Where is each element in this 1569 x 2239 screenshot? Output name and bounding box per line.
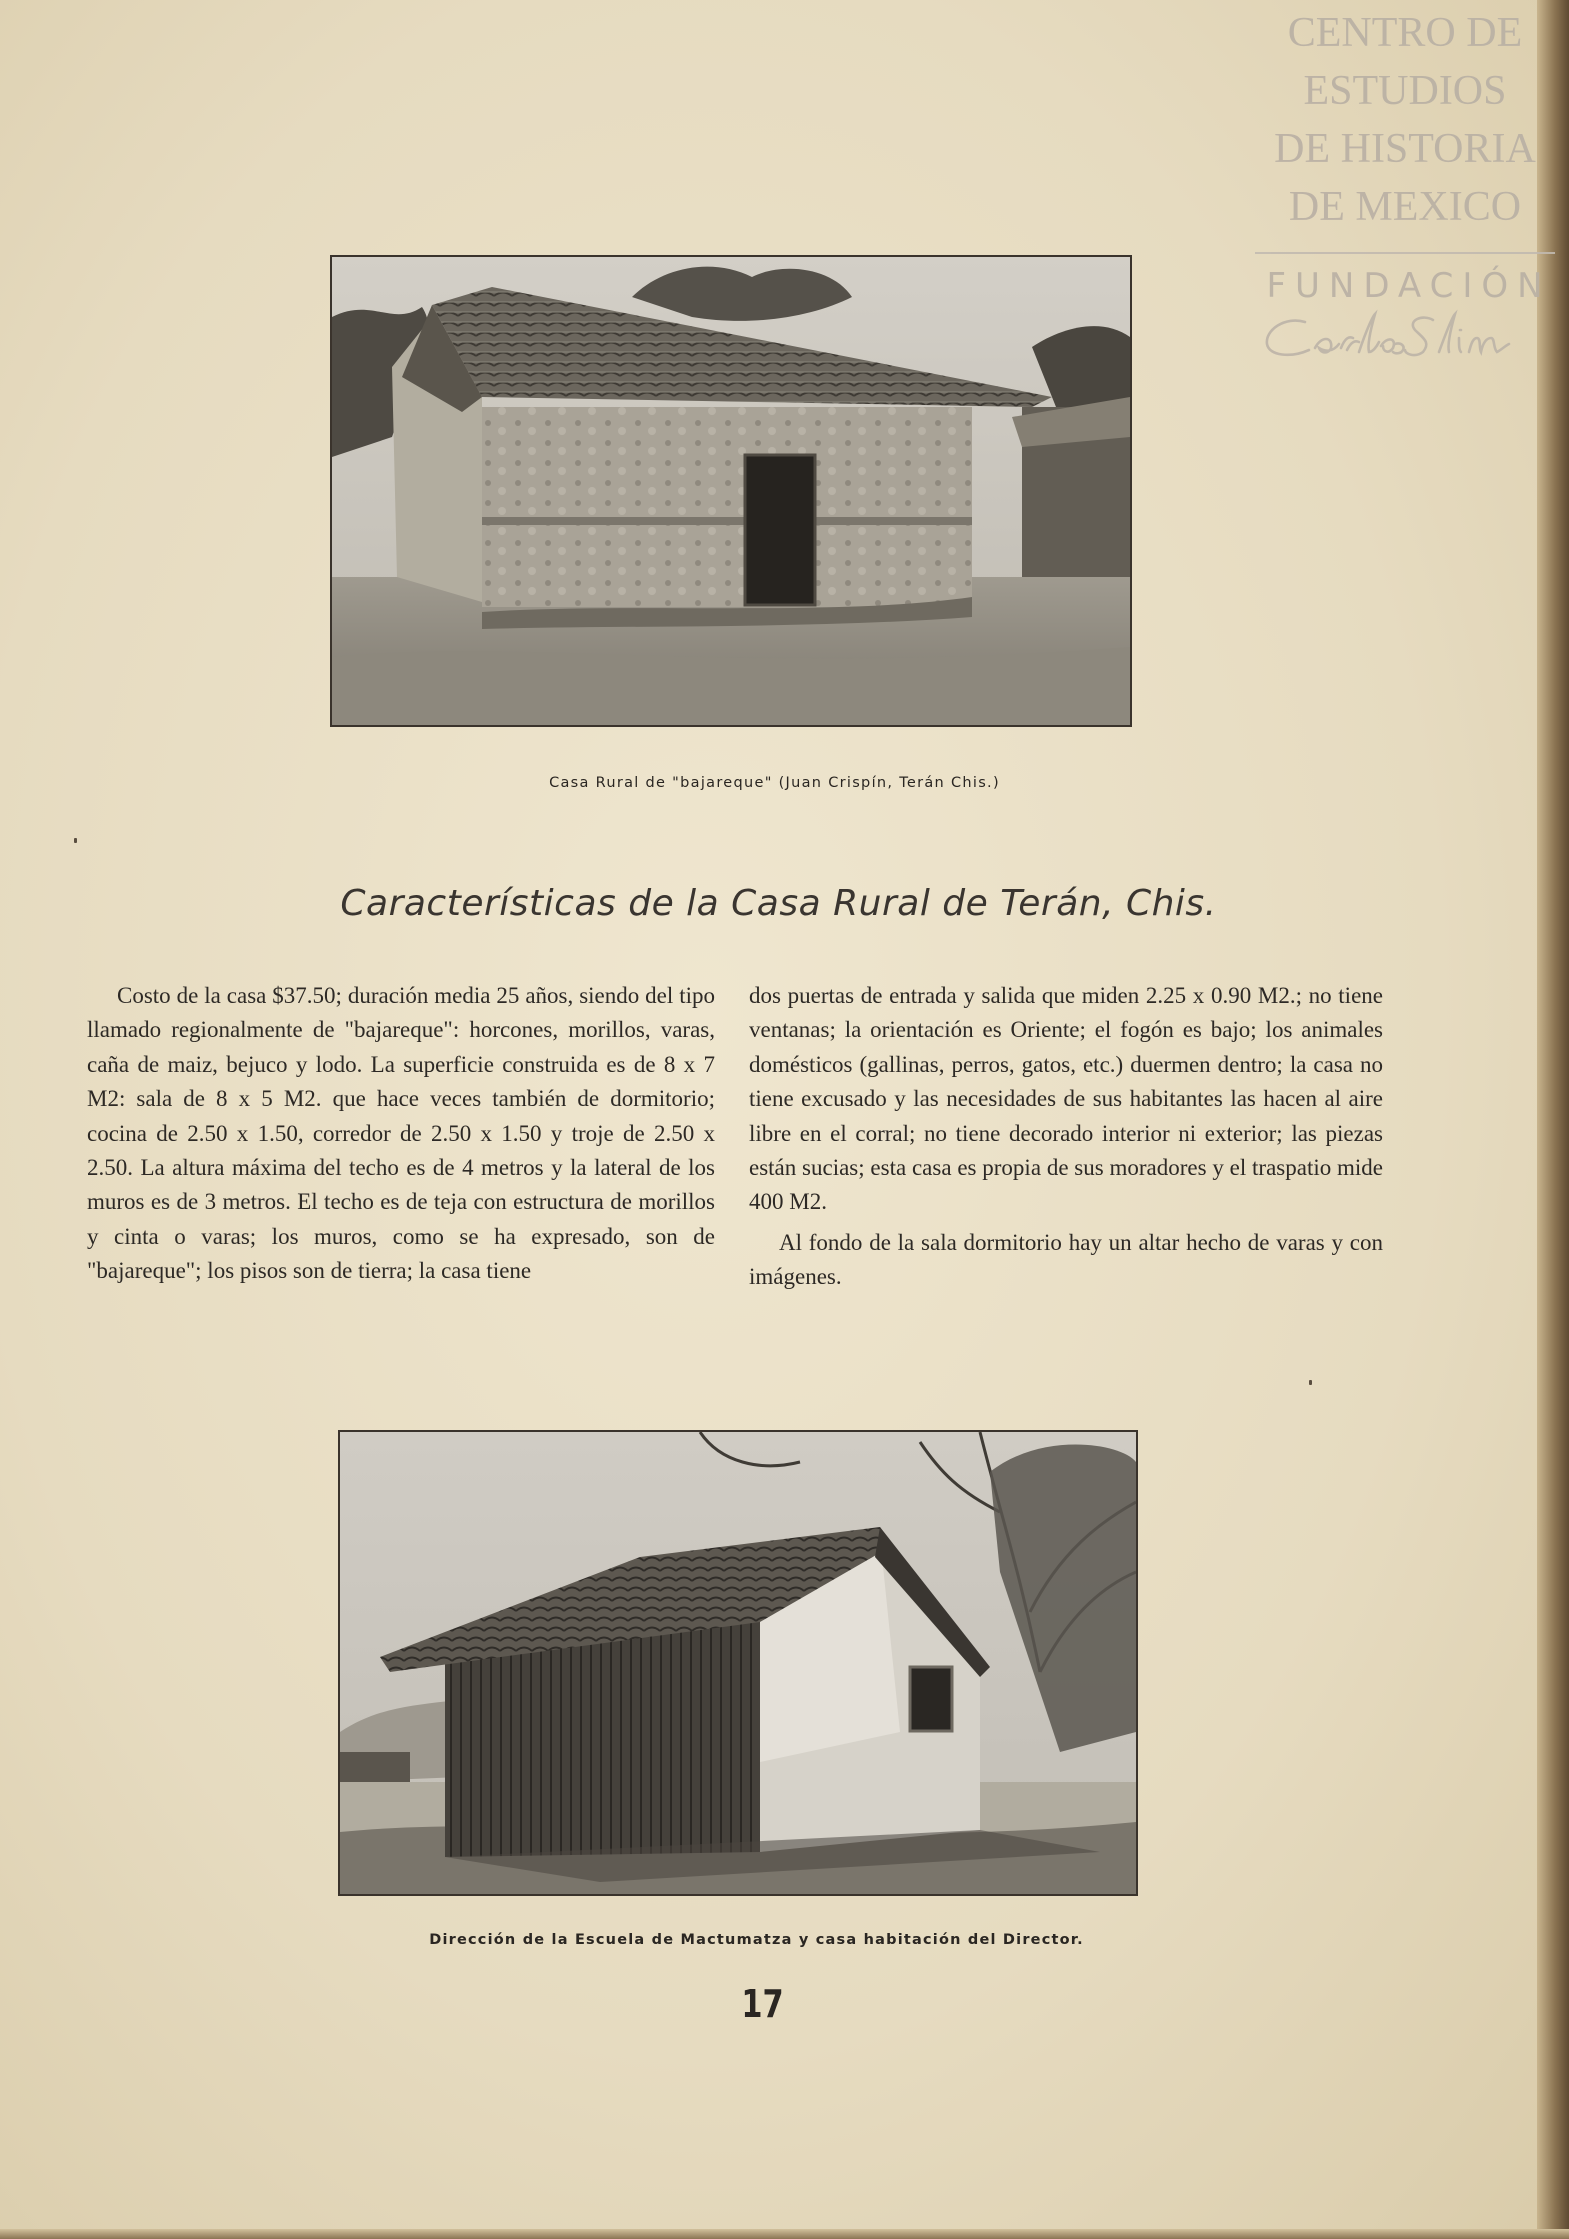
text-column-left [87,979,715,1289]
figure-caption: Dirección de la Escuela de Mactumatza y casa habitación del Director. [429,1932,1084,1948]
watermark-foundation: FUNDACIÓN [1266,266,1552,306]
page-number: 17 [741,1982,784,2026]
watermark-signature-icon [1255,308,1555,373]
watermark-line: DE HISTORIA [1274,126,1536,172]
paper-speck [1309,1380,1312,1385]
watermark-line: ESTUDIOS [1303,68,1507,114]
figure-caption: Casa Rural de "bajareque" (Juan Crispín, Terán Chis.) [549,775,1000,791]
paragraph: Al fondo de la sala dormitorio hay un altar hecho de varas y con imágenes. [749,1229,1383,1290]
paper-speck [74,838,77,843]
section-heading: Características de la Casa Rural de Terán, Chis. [340,883,1217,924]
watermark-line: DE MEXICO [1288,184,1522,230]
paragraph: dos puertas de entrada y salida que miden 2.25 x 0.90 M2.; no tiene ventanas; la orientación es Oriente; el fogón es bajo; los animales domésticos (gallinas, perros, gatos, etc.) duermen dentro; la casa no tiene excusado y las necesidades de sus habitantes las hacen al aire libre en el corral; no tiene decorado interior ni exterior; las piezas están sucias; esta casa es propia de sus moradores y el traspatio mide 400 M2. [749,983,1383,1215]
watermark [1255,4,1555,373]
photo-school-direction-building [338,1430,1138,1896]
page-bottom-edge [0,2229,1569,2239]
watermark-line: CENTRO DE [1287,10,1523,56]
photo-bajareque-house [330,255,1132,727]
watermark-rule [1255,252,1555,254]
paragraph: Costo de la casa $37.50; duración media 25 años, siendo del tipo llamado regionalmente de "bajareque": horcones, morillos, varas, caña de maiz, bejuco y lodo. La superficie construida es de 8 x 7 M2: sala de 8 x 5 M2. que hace veces también de dormitorio; cocina de 2.50 x 1.50, corredor de 2.50 x 1.50 y troje de 2.50 x 2.50. La altura máxima del techo es de 4 metros y la lateral de los muros es de 3 metros. El techo es de teja con estructura de morillos y cinta o varas; los muros, como se ha expresado, son de "bajareque"; los pisos son de tierra; la casa tiene [87,983,715,1284]
text-column-right [749,979,1383,1295]
